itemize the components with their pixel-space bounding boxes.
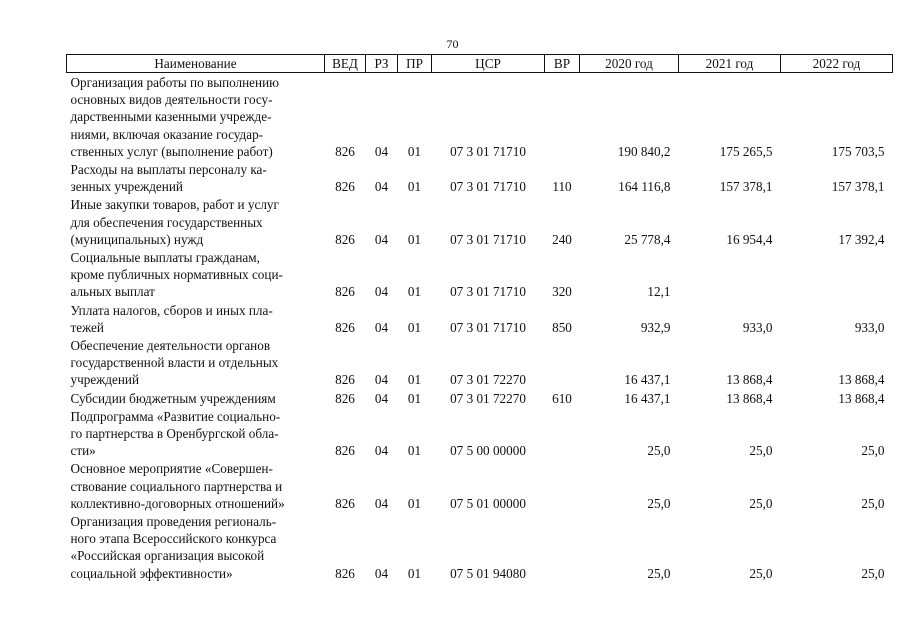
row-csr: 07 3 01 71710 (450, 231, 526, 247)
row-rz: 04 (374, 390, 389, 406)
table-row (67, 512, 893, 582)
row-2020: 25 778,4 (624, 231, 671, 247)
row-ved: 826 (335, 179, 355, 195)
row-2022: 175 703,5 (831, 143, 885, 159)
row-name-line: Расходы на выплаты персоналу ка- (70, 162, 267, 178)
row-ved: 826 (335, 319, 355, 335)
row-name (67, 73, 325, 161)
row-pr: 01 (407, 231, 422, 247)
row-rz: 04 (374, 179, 389, 195)
row-ved: 826 (335, 231, 355, 247)
row-name-line: Уплата налогов, сборов и иных пла- (70, 302, 273, 318)
row-pr: 01 (407, 565, 422, 581)
row-2020: 16 437,1 (624, 372, 671, 388)
row-2021: 13 868,4 (726, 390, 773, 406)
row-csr: 07 3 01 72270 (450, 372, 526, 388)
row-rz: 04 (374, 231, 389, 247)
table-row (67, 73, 893, 161)
table-row (67, 248, 893, 301)
header-ved: ВЕД (325, 55, 366, 73)
row-2020: 932,9 (640, 319, 671, 335)
row-vr (545, 512, 580, 582)
row-2021: 25,0 (749, 495, 773, 511)
row-name (67, 195, 325, 248)
row-name-line: «Российская организация высокой (70, 548, 265, 564)
table-row (67, 459, 893, 512)
header-name: Наименование (67, 55, 325, 73)
table-row (67, 389, 893, 407)
row-name-line: основных видов деятельности госу- (70, 92, 273, 108)
row-name-line: Подпрограмма «Развитие социально- (70, 408, 281, 424)
header-pr: ПР (398, 55, 432, 73)
row-ved: 826 (335, 372, 355, 388)
row-name-line: социальной эффективности» (70, 565, 233, 581)
row-2022: 25,0 (861, 495, 885, 511)
row-name-line: Основное мероприятие «Совершен- (70, 461, 273, 477)
row-name-line: дарственными казенными учрежде- (70, 109, 272, 125)
row-2022: 25,0 (861, 565, 885, 581)
row-vr: 240 (552, 231, 572, 247)
row-name (67, 459, 325, 512)
row-name (67, 407, 325, 460)
row-csr: 07 3 01 71710 (450, 284, 526, 300)
row-2021 (679, 248, 781, 301)
row-name (67, 336, 325, 389)
row-name-line: зенных учреждений (70, 179, 183, 195)
row-name-line: го партнерства в Оренбургской обла- (70, 426, 279, 442)
row-rz: 04 (374, 495, 389, 511)
table-row (67, 336, 893, 389)
row-vr: 110 (552, 179, 572, 195)
row-2022: 13 868,4 (838, 390, 885, 406)
row-name-line: сти» (70, 443, 96, 459)
row-rz: 04 (374, 319, 389, 335)
row-csr: 07 3 01 71710 (450, 179, 526, 195)
row-2020: 25,0 (647, 443, 671, 459)
row-name-line: Обеспечение деятельности органов (70, 338, 271, 354)
row-csr: 07 5 01 00000 (450, 495, 526, 511)
row-name-line: для обеспечения государственных (70, 214, 263, 230)
row-name-line: тежей (70, 319, 104, 335)
row-pr: 01 (407, 390, 422, 406)
header-vr: ВР (545, 55, 580, 73)
row-vr: 610 (552, 390, 572, 406)
row-2021: 157 378,1 (719, 179, 773, 195)
row-ved: 826 (335, 284, 355, 300)
row-2022: 157 378,1 (831, 179, 885, 195)
row-name-line: Организация проведения региональ- (70, 514, 277, 530)
table-row (67, 160, 893, 195)
table-row (67, 407, 893, 460)
row-2022: 25,0 (861, 443, 885, 459)
row-pr: 01 (407, 495, 422, 511)
row-pr: 01 (407, 179, 422, 195)
row-name-line: ниями, включая оказание государ- (70, 126, 264, 142)
row-vr: 320 (552, 284, 572, 300)
row-rz: 04 (374, 284, 389, 300)
row-name-line: Иные закупки товаров, работ и услуг (70, 197, 279, 213)
row-name-line: Организация работы по выполнению (70, 75, 280, 90)
row-2021: 25,0 (749, 443, 773, 459)
row-2021: 175 265,5 (719, 143, 773, 159)
row-pr: 01 (407, 319, 422, 335)
row-2020: 25,0 (647, 495, 671, 511)
row-name-line: альных выплат (70, 284, 155, 300)
row-pr: 01 (407, 143, 422, 159)
row-name-line: коллективно-договорных отношений» (70, 495, 285, 511)
row-2022: 933,0 (854, 319, 885, 335)
table-row (67, 301, 893, 336)
row-name-line: ного этапа Всероссийского конкурса (70, 531, 277, 547)
table-row (67, 195, 893, 248)
row-name (67, 248, 325, 301)
row-csr: 07 5 00 00000 (450, 443, 526, 459)
header-2021: 2021 год (679, 55, 781, 73)
row-ved: 826 (335, 390, 355, 406)
row-rz: 04 (374, 565, 389, 581)
table-header-row (67, 55, 893, 73)
row-2022: 17 392,4 (838, 231, 885, 247)
row-2021: 13 868,4 (726, 372, 773, 388)
header-csr: ЦСР (432, 55, 545, 73)
row-pr: 01 (407, 284, 422, 300)
row-csr: 07 5 01 94080 (450, 565, 526, 581)
header-2022: 2022 год (781, 55, 893, 73)
row-name (67, 160, 325, 195)
row-2020: 190 840,2 (617, 143, 671, 159)
row-rz: 04 (374, 372, 389, 388)
row-name-line: (муниципальных) нужд (70, 231, 204, 247)
row-ved: 826 (335, 143, 355, 159)
row-2020: 16 437,1 (624, 390, 671, 406)
row-2022 (781, 248, 893, 301)
row-name-line: учреждений (70, 372, 140, 388)
row-rz: 04 (374, 443, 389, 459)
row-2022: 13 868,4 (838, 372, 885, 388)
row-ved: 826 (335, 443, 355, 459)
row-ved: 826 (335, 495, 355, 511)
row-name-line: ствование социального партнерства и (70, 478, 283, 494)
row-name (67, 301, 325, 336)
row-pr: 01 (407, 372, 422, 388)
row-csr: 07 3 01 72270 (450, 390, 526, 406)
header-rz: РЗ (366, 55, 398, 73)
row-2020: 25,0 (647, 565, 671, 581)
row-vr (545, 407, 580, 460)
row-name-line: государственной власти и отдельных (70, 355, 279, 371)
budget-table (66, 54, 893, 582)
row-csr: 07 3 01 71710 (450, 319, 526, 335)
row-2020: 12,1 (647, 284, 671, 300)
row-pr: 01 (407, 443, 422, 459)
row-name (67, 512, 325, 582)
row-2021: 16 954,4 (726, 231, 773, 247)
row-2020: 164 116,8 (618, 179, 671, 195)
page-number: 70 (446, 37, 459, 51)
row-vr (545, 459, 580, 512)
row-name-line: Субсидии бюджетным учреждениям (70, 390, 276, 406)
row-2021: 25,0 (749, 565, 773, 581)
row-name-line: ственных услуг (выполнение работ) (70, 143, 273, 159)
row-rz: 04 (374, 143, 389, 159)
table-body (67, 73, 893, 582)
row-vr (545, 336, 580, 389)
row-ved: 826 (335, 565, 355, 581)
row-vr: 850 (552, 319, 572, 335)
row-2021: 933,0 (742, 319, 773, 335)
row-name (67, 389, 325, 407)
row-vr (545, 73, 580, 161)
row-name-line: кроме публичных нормативных соци- (70, 267, 283, 283)
row-csr: 07 3 01 71710 (450, 143, 526, 159)
row-name-line: Социальные выплаты гражданам, (70, 250, 260, 266)
header-2020: 2020 год (580, 55, 679, 73)
